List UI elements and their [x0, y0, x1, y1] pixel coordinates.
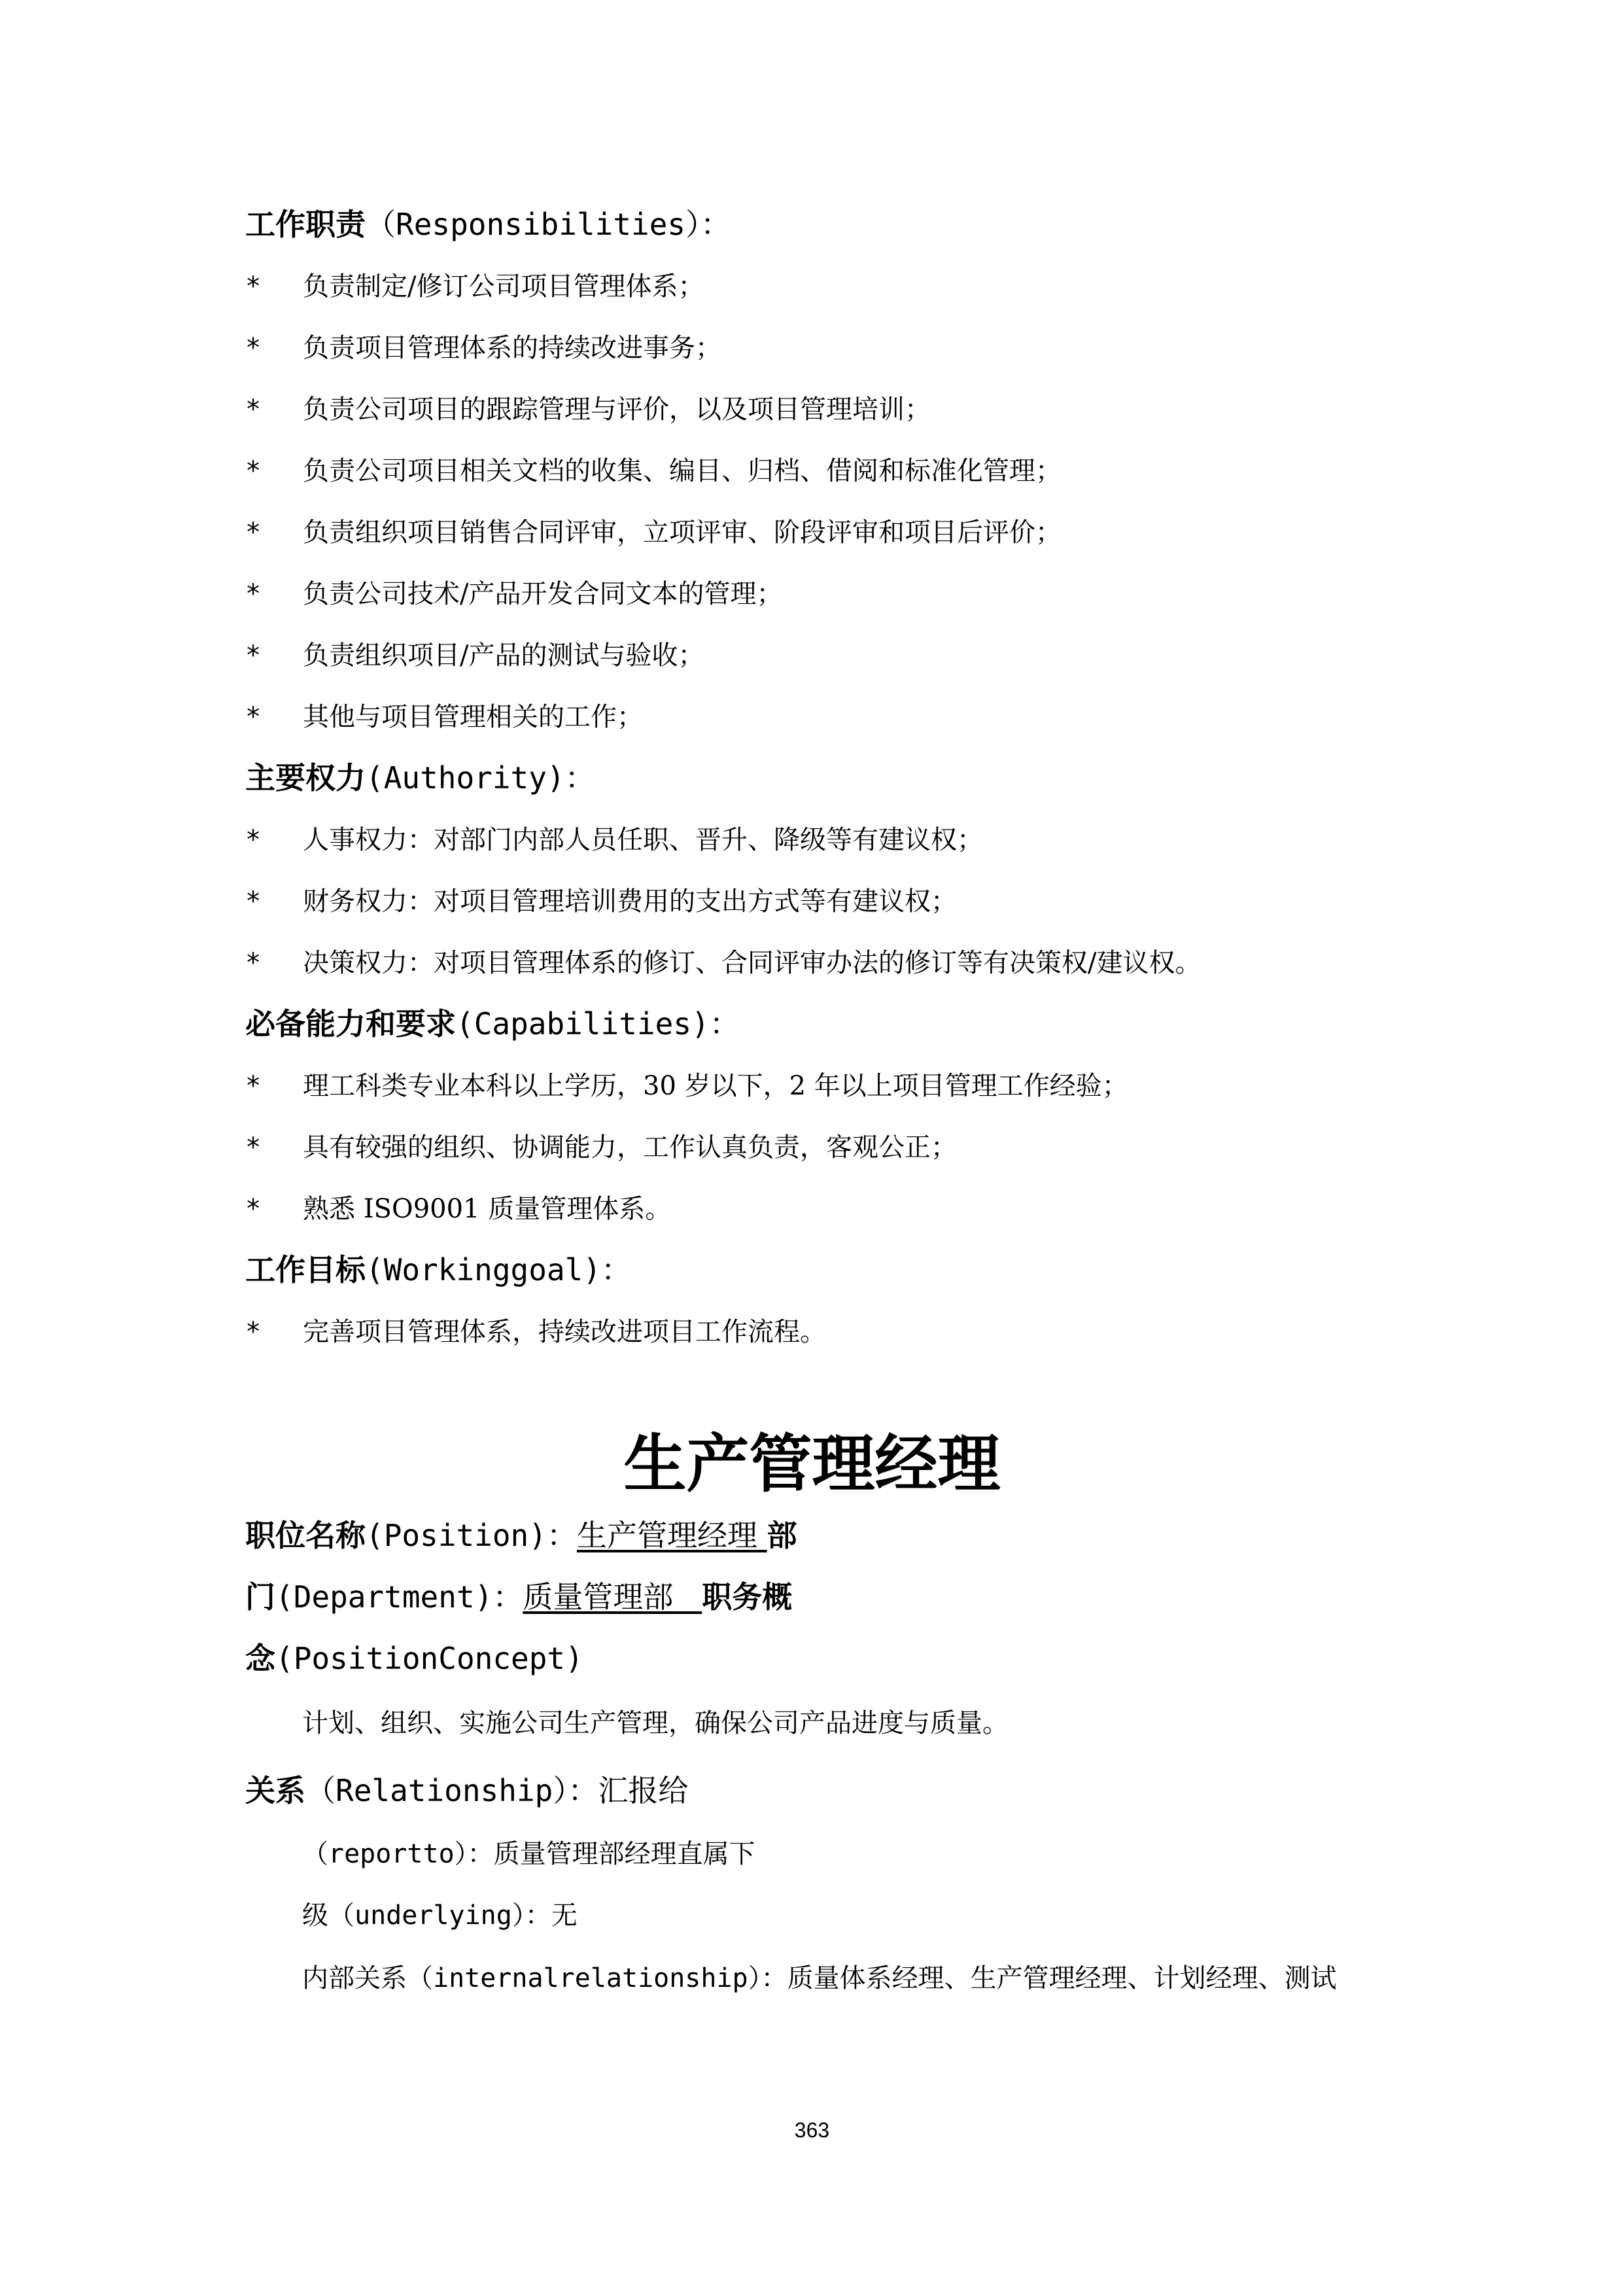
concept-text: 计划、组织、实施公司生产管理，确保公司产品进度与质量。: [302, 1708, 1009, 1738]
list-item: * 决策权力：对项目管理体系的修订、合同评审办法的修订等有决策权/建议权。: [245, 948, 1201, 978]
department-line: 门(Department)：质量管理部 职务概: [245, 1579, 793, 1615]
internal-relationship-line: 内部关系（internalrelationship）：质量体系经理、生产管理经理、计划经理、测试: [302, 1963, 1337, 1993]
list-item: * 其他与项目管理相关的工作；: [245, 702, 643, 732]
working-goal-heading: 工作目标(Workinggoal)：: [245, 1252, 632, 1288]
department-value: 质量管理部: [523, 1579, 702, 1615]
list-item: * 负责公司技术/产品开发合同文本的管理；: [245, 579, 783, 609]
list-item: * 负责公司项目相关文档的收集、编目、归档、借阅和标准化管理；: [245, 456, 1062, 486]
list-item: * 人事权力：对部门内部人员任职、晋升、降级等有建议权；: [245, 825, 983, 855]
list-item: * 具有较强的组织、协调能力，工作认真负责，客观公正；: [245, 1132, 957, 1163]
responsibilities-heading: 工作职责（Responsibilities）：: [245, 207, 731, 242]
list-item: * 熟悉 ISO9001 质量管理体系。: [245, 1194, 672, 1224]
list-item: * 理工科类专业本科以上学历，30 岁以下，2 年以上项目管理工作经验；: [245, 1071, 1128, 1101]
list-item: * 负责项目管理体系的持续改进事务；: [245, 333, 721, 363]
position-line: 职位名称(Position)：生产管理经理 部: [245, 1518, 797, 1553]
page-number: 363: [794, 2118, 830, 2142]
concept-line: 念(PositionConcept): [245, 1641, 583, 1676]
capabilities-heading: 必备能力和要求(Capabilities)：: [245, 1006, 740, 1042]
authority-heading: 主要权力(Authority)：: [245, 760, 595, 796]
relationship-line: 关系（Relationship）：汇报给: [245, 1773, 689, 1808]
underlying-line: 级（underlying）：无: [302, 1901, 578, 1931]
list-item: * 负责公司项目的跟踪管理与评价，以及项目管理培训；: [245, 394, 931, 425]
position-value: 生产管理经理: [576, 1518, 767, 1553]
list-item: * 完善项目管理体系，持续改进项目工作流程。: [245, 1317, 826, 1347]
report-to-line: （reportto）：质量管理部经理直属下: [302, 1839, 755, 1869]
section-title: 生产管理经理: [623, 1428, 1001, 1501]
list-item: * 负责制定/修订公司项目管理体系；: [245, 272, 704, 302]
list-item: * 负责组织项目销售合同评审，立项评审、阶段评审和项目后评价；: [245, 517, 1062, 548]
list-item: * 财务权力：对项目管理培训费用的支出方式等有建议权；: [245, 886, 957, 917]
list-item: * 负责组织项目/产品的测试与验收；: [245, 640, 704, 671]
